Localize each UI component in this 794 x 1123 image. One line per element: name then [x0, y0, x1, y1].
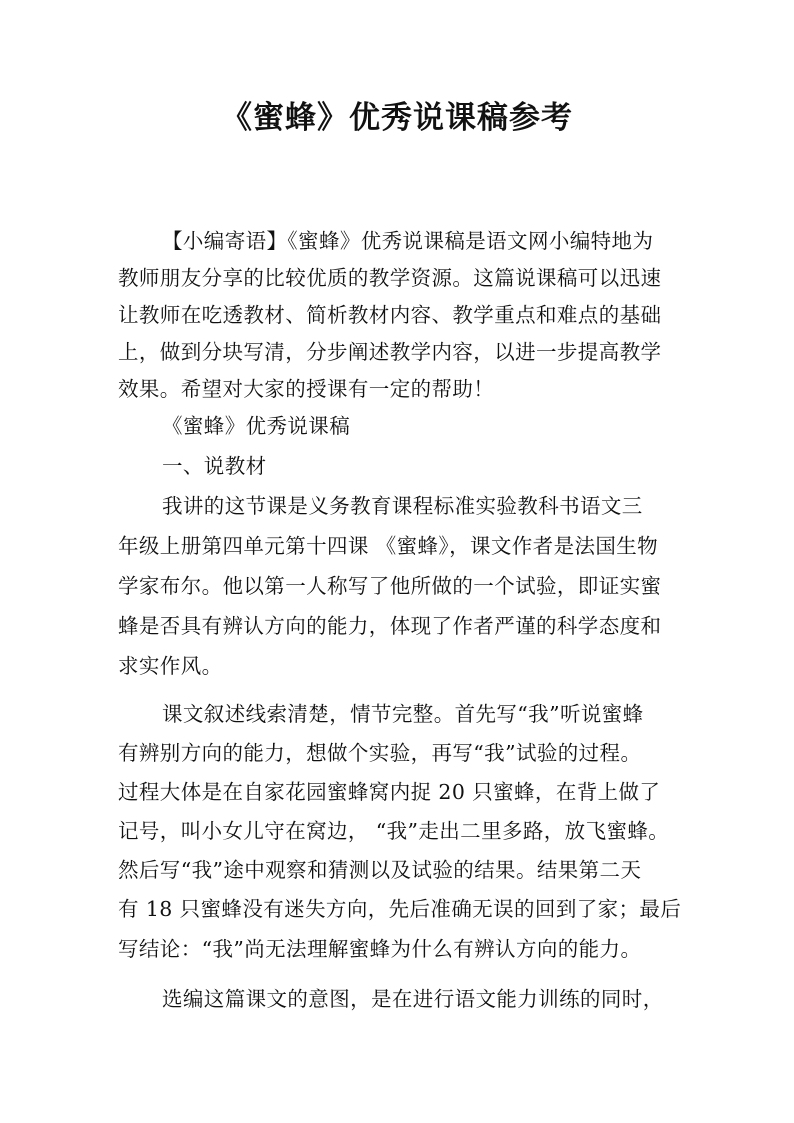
- paragraph-line: 年级上册第四单元第十四课 《蜜蜂》，课文作者是法国生物: [118, 534, 659, 558]
- paragraph-line: 记号，叫小女儿守在窝边， “我”走出二里多路，放飞蜜蜂。: [118, 819, 670, 843]
- document-title: 《蜜蜂》优秀说课稿参考: [221, 100, 573, 136]
- paragraph-line: 蜂是否具有辨认方向的能力，体现了作者严谨的科学态度和: [118, 614, 662, 638]
- paragraph-line: 课文叙述线索清楚，情节完整。首先写“我”听说蜜蜂: [162, 702, 644, 726]
- paragraph-line: 写结论：“我”尚无法理解蜜蜂为什么有辨认方向的能力。: [118, 937, 642, 961]
- section-heading: 一、说教材: [162, 454, 267, 478]
- paragraph-line: 效果。希望对大家的授课有一定的帮助！: [118, 377, 495, 401]
- paragraph-line: 选编这篇课文的意图，是在进行语文能力训练的同时，: [162, 987, 664, 1011]
- paragraph-line: 求实作风。: [118, 654, 223, 678]
- paragraph-line: 学家布尔。他以第一人称写了他所做的一个试验，即证实蜜: [118, 574, 662, 598]
- paragraph-line: 【小编寄语】《蜜蜂》优秀说课稿是语文网小编特地为: [162, 229, 654, 253]
- paragraph-line: 然后写“我”途中观察和猜测以及试验的结果。结果第二天: [118, 858, 642, 882]
- subtitle-line: 《蜜蜂》优秀说课稿: [162, 414, 351, 438]
- paragraph-line: 我讲的这节课是义务教育课程标准实验教科书语文三: [162, 494, 643, 518]
- paragraph-line: 让教师在吃透教材、简析教材内容、教学重点和难点的基础: [118, 303, 662, 327]
- paragraph-line: 过程大体是在自家花园蜜蜂窝内捉 20 只蜜蜂，在背上做了: [118, 780, 661, 804]
- paragraph-line: 教师朋友分享的比较优质的教学资源。这篇说课稿可以迅速: [118, 266, 662, 290]
- paragraph-line: 有 18 只蜜蜂没有迷失方向，先后准确无误的回到了家；最后: [118, 897, 682, 921]
- paragraph-line: 上，做到分块写清，分步阐述教学内容，以进一步提高教学: [118, 340, 662, 364]
- paragraph-line: 有辨别方向的能力，想做个实验，再写“我”试验的过程。: [118, 741, 642, 765]
